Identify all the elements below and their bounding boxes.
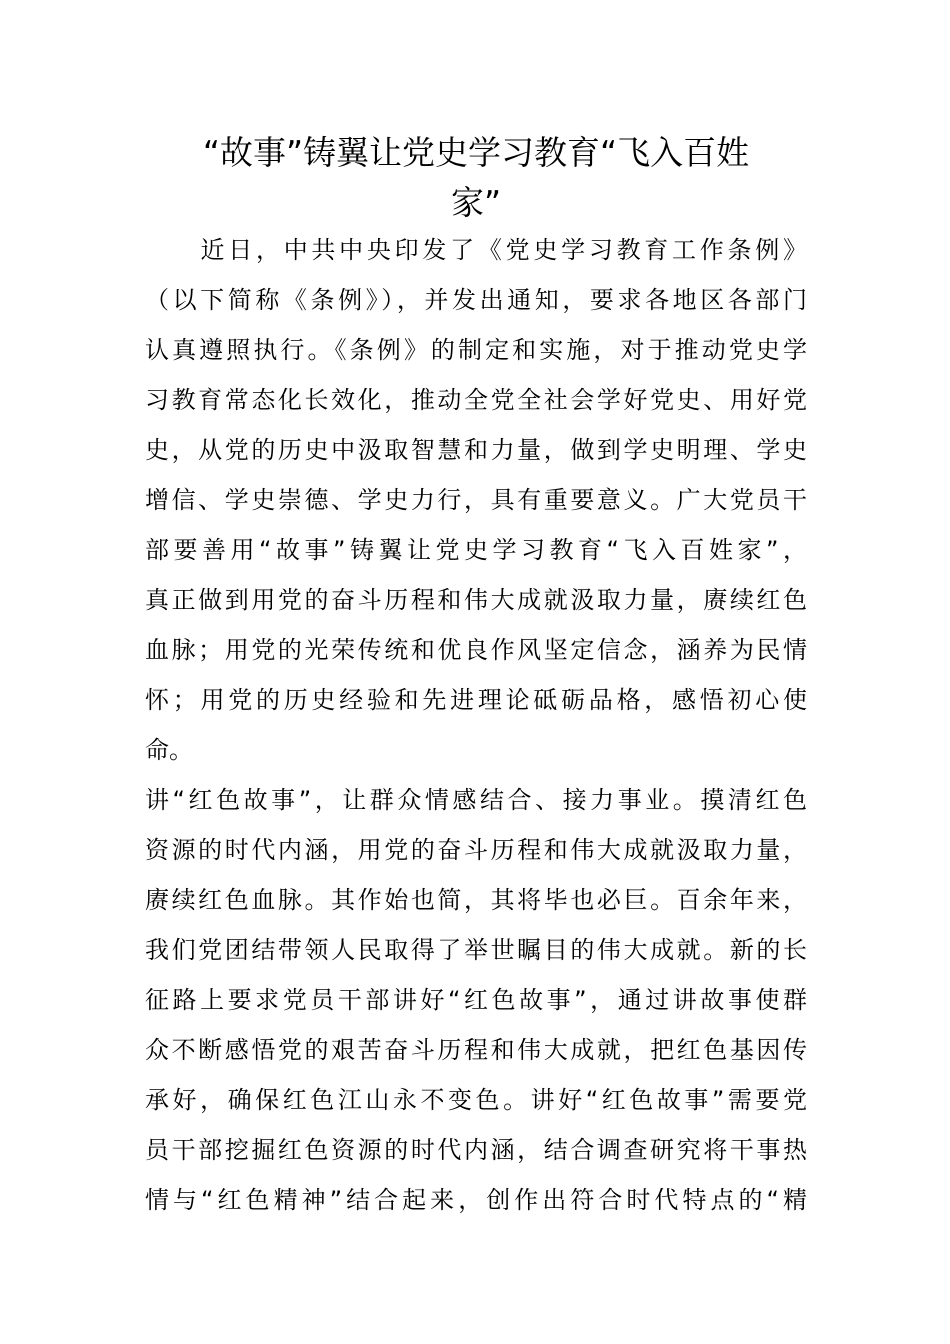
paragraph-line: 众不断感悟党的艰苦奋斗历程和伟大成就，把红色基因传 bbox=[145, 1036, 807, 1064]
paragraph-line: 征路上要求党员干部讲好“红色故事”，通过讲故事使群 bbox=[145, 986, 807, 1014]
paragraph-line: （以下简称《条例》），并发出通知，要求各地区各部门 bbox=[145, 286, 807, 314]
paragraph-line: 讲“红色故事”，让群众情感结合、接力事业。摸清红色 bbox=[145, 786, 807, 814]
paragraph-line: 我们党团结带领人民取得了举世瞩目的伟大成就。新的长 bbox=[145, 936, 807, 964]
paragraph-line: 赓续红色血脉。其作始也简，其将毕也必巨。百余年来， bbox=[145, 886, 807, 914]
paragraph-line: 认真遵照执行。《条例》的制定和实施，对于推动党史学 bbox=[145, 336, 807, 364]
paragraph-line: 增信、学史崇德、学史力行，具有重要意义。广大党员干 bbox=[145, 486, 807, 514]
paragraph-line: 血脉；用党的光荣传统和优良作风坚定信念，涵养为民情 bbox=[145, 636, 807, 664]
document-title-line-1: “故事”铸翼让党史学习教育“飞入百姓 bbox=[202, 133, 750, 172]
paragraph-line: 史，从党的历史中汲取智慧和力量，做到学史明理、学史 bbox=[145, 436, 807, 464]
paragraph-line: 员干部挖掘红色资源的时代内涵，结合调查研究将干事热 bbox=[145, 1136, 807, 1164]
paragraph-line: 习教育常态化长效化，推动全党全社会学好党史、用好党 bbox=[145, 386, 807, 414]
paragraph-line: 怀；用党的历史经验和先进理论砥砺品格，感悟初心使 bbox=[145, 686, 807, 714]
paragraph-line: 资源的时代内涵，用党的奋斗历程和伟大成就汲取力量， bbox=[145, 836, 807, 864]
paragraph-line: 真正做到用党的奋斗历程和伟大成就汲取力量，赓续红色 bbox=[145, 586, 807, 614]
paragraph-line: 承好，确保红色江山永不变色。讲好“红色故事”需要党 bbox=[145, 1086, 807, 1114]
paragraph-line: 情与“红色精神”结合起来，创作出符合时代特点的“精 bbox=[145, 1186, 807, 1214]
paragraph-line: 近日，中共中央印发了《党史学习教育工作条例》 bbox=[145, 236, 807, 264]
paragraph-line: 部要善用“故事”铸翼让党史学习教育“飞入百姓家”， bbox=[145, 536, 807, 564]
document-title-line-2: 家” bbox=[450, 183, 502, 222]
paragraph-line: 命。 bbox=[145, 736, 193, 764]
